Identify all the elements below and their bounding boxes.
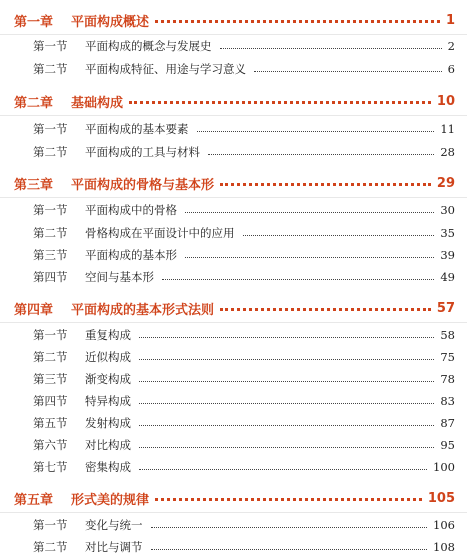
divider [0, 34, 467, 35]
section-number: 第一节 [33, 518, 68, 532]
section-number: 第二节 [33, 226, 68, 240]
section-title: 平面构成特征、用途与学习意义 [85, 62, 246, 76]
dot-leader [243, 235, 435, 236]
section-page-number: 95 [440, 438, 455, 452]
dot-leader [162, 279, 434, 280]
section-page-number: 35 [440, 226, 455, 240]
dot-leader [139, 447, 434, 448]
section-title: 密集构成 [85, 460, 131, 474]
section-row [33, 370, 455, 388]
section-number: 第五节 [33, 416, 68, 430]
chapter-row [14, 487, 455, 509]
chapter-number: 第二章 [14, 95, 54, 111]
section-page-number: 2 [447, 39, 455, 53]
dot-leader [151, 549, 428, 550]
section-row [33, 348, 455, 366]
section-row [33, 60, 455, 78]
section-row [33, 268, 455, 286]
section-row [33, 516, 455, 534]
section-title: 重复构成 [85, 328, 131, 342]
chapter-page-number: 1 [445, 12, 455, 28]
section-page-number: 83 [440, 394, 455, 408]
dot-leader [139, 469, 427, 470]
section-row [33, 458, 455, 476]
section-row [33, 414, 455, 432]
section-number: 第二节 [33, 145, 68, 159]
dot-leader [185, 212, 434, 213]
chapter-row [14, 9, 455, 31]
section-row [33, 224, 455, 242]
section-title: 平面构成的基本要素 [85, 122, 189, 136]
section-row [33, 246, 455, 264]
section-number: 第一节 [33, 39, 68, 53]
section-title: 近似构成 [85, 350, 131, 364]
chapter-number: 第一章 [14, 14, 54, 30]
chapter-number: 第五章 [14, 492, 54, 508]
section-number: 第一节 [33, 203, 68, 217]
chapter-title: 基础构成 [71, 95, 124, 111]
divider [0, 115, 467, 116]
section-row [33, 37, 455, 55]
chapter-row [14, 90, 455, 112]
dot-leader [220, 183, 431, 186]
chapter-page-number: 57 [436, 300, 455, 316]
chapter-page-number: 29 [436, 175, 455, 191]
dot-leader [197, 131, 435, 132]
dot-leader [220, 48, 442, 49]
chapter-row [14, 172, 455, 194]
section-page-number: 58 [440, 328, 455, 342]
section-title: 平面构成中的骨格 [85, 203, 177, 217]
dot-leader [139, 337, 434, 338]
chapter-page-number: 10 [436, 93, 455, 109]
chapter-row [14, 297, 455, 319]
chapter-title: 平面构成的基本形式法则 [71, 302, 215, 318]
section-page-number: 30 [440, 203, 455, 217]
section-row [33, 120, 455, 138]
section-number: 第三节 [33, 372, 68, 386]
chapter-title: 平面构成概述 [71, 14, 150, 30]
section-number: 第二节 [33, 540, 68, 554]
section-number: 第三节 [33, 248, 68, 262]
chapter-number: 第三章 [14, 177, 54, 193]
chapter-title: 平面构成的骨格与基本形 [71, 177, 215, 193]
dot-leader [139, 381, 434, 382]
section-row [33, 538, 455, 556]
section-title: 对比与调节 [85, 540, 143, 554]
section-title: 对比构成 [85, 438, 131, 452]
dot-leader [185, 257, 434, 258]
chapter-page-number: 105 [427, 490, 455, 506]
section-page-number: 87 [440, 416, 455, 430]
section-page-number: 75 [440, 350, 455, 364]
section-title: 平面构成的概念与发展史 [85, 39, 212, 53]
dot-leader [151, 527, 428, 528]
dot-leader [139, 359, 434, 360]
section-number: 第四节 [33, 394, 68, 408]
section-number: 第七节 [33, 460, 68, 474]
section-row [33, 143, 455, 161]
dot-leader [254, 71, 442, 72]
section-title: 骨格构成在平面设计中的应用 [85, 226, 235, 240]
dot-leader [139, 403, 434, 404]
section-page-number: 28 [440, 145, 455, 159]
dot-leader [208, 154, 434, 155]
dot-leader [139, 425, 434, 426]
dot-leader [155, 20, 440, 23]
chapter-title: 形式美的规律 [71, 492, 150, 508]
dot-leader [129, 101, 431, 104]
section-page-number: 39 [440, 248, 455, 262]
section-title: 平面构成的工具与材料 [85, 145, 200, 159]
section-row [33, 392, 455, 410]
section-row [33, 326, 455, 344]
section-number: 第一节 [33, 328, 68, 342]
section-title: 渐变构成 [85, 372, 131, 386]
section-page-number: 108 [433, 540, 455, 554]
chapter-number: 第四章 [14, 302, 54, 318]
section-page-number: 6 [447, 62, 455, 76]
section-number: 第四节 [33, 270, 68, 284]
dot-leader [220, 308, 431, 311]
section-page-number: 100 [433, 460, 455, 474]
section-title: 空间与基本形 [85, 270, 154, 284]
section-page-number: 49 [440, 270, 455, 284]
section-number: 第二节 [33, 350, 68, 364]
section-page-number: 106 [433, 518, 455, 532]
section-page-number: 11 [440, 122, 455, 136]
section-row [33, 436, 455, 454]
dot-leader [155, 498, 422, 501]
section-number: 第六节 [33, 438, 68, 452]
section-row [33, 201, 455, 219]
section-title: 变化与统一 [85, 518, 143, 532]
section-title: 发射构成 [85, 416, 131, 430]
section-page-number: 78 [440, 372, 455, 386]
section-number: 第二节 [33, 62, 68, 76]
divider [0, 512, 467, 513]
section-number: 第一节 [33, 122, 68, 136]
section-title: 平面构成的基本形 [85, 248, 177, 262]
divider [0, 197, 467, 198]
divider [0, 322, 467, 323]
section-title: 特异构成 [85, 394, 131, 408]
